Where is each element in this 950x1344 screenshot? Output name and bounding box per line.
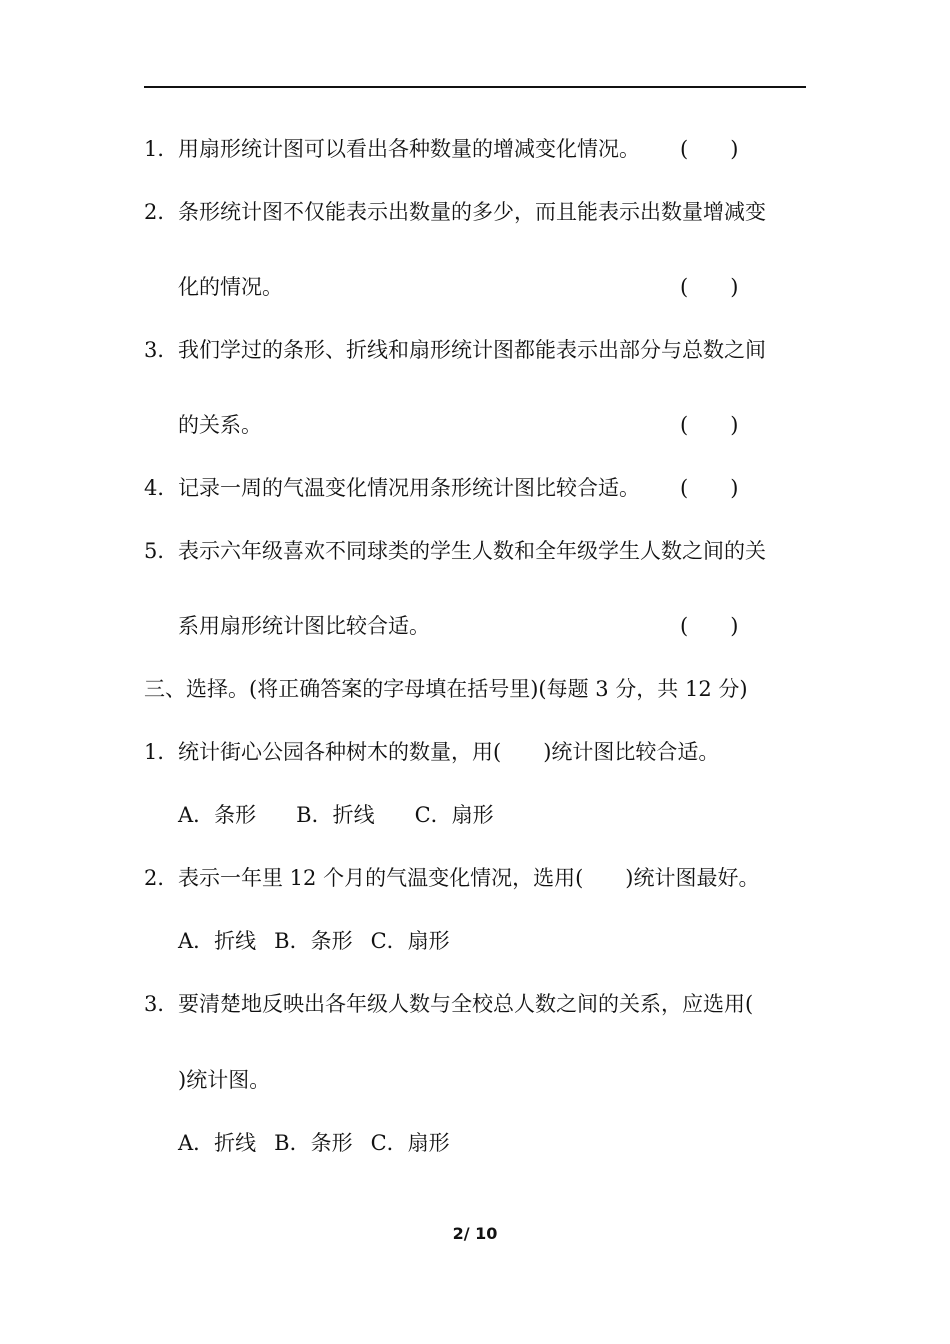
judge-item-5 — [144, 537, 766, 565]
choice-question-1 — [144, 738, 719, 766]
item-number: 2． — [144, 200, 179, 224]
option-b[interactable]: B．条形 — [274, 1131, 353, 1155]
choice-question-2 — [144, 864, 759, 892]
answer-parenthesis[interactable]: ( ) — [680, 275, 739, 299]
item-text: 我们学过的条形、折线和扇形统计图都能表示出部分与总数之间 — [178, 338, 766, 362]
options-row — [178, 927, 468, 955]
option-c[interactable]: C．扇形 — [370, 929, 450, 953]
choice-question-3 — [144, 990, 753, 1018]
item-number: 1． — [144, 740, 179, 764]
judge-item-4 — [144, 474, 640, 502]
answer-parenthesis[interactable]: ( ) — [680, 614, 739, 638]
option-a[interactable]: A．条形 — [178, 803, 257, 827]
item-number: 3． — [144, 338, 179, 362]
option-a[interactable]: A．折线 — [178, 929, 257, 953]
options-row — [178, 1129, 468, 1157]
answer-parenthesis[interactable]: ( ) — [680, 137, 739, 161]
judge-item-1 — [144, 135, 640, 163]
item-number: 3． — [144, 992, 179, 1016]
option-b[interactable]: B．折线 — [296, 803, 375, 827]
answer-parenthesis[interactable]: ( ) — [680, 476, 739, 500]
section-heading: 三、选择。(将正确答案的字母填在括号里)(每题 3 分，共 12 分) — [144, 677, 748, 701]
question-text: 要清楚地反映出各年级人数与全校总人数之间的关系，应选用( — [178, 992, 754, 1016]
judge-item-2 — [144, 198, 766, 226]
item-text: 用扇形统计图可以看出各种数量的增减变化情况。 — [178, 137, 640, 161]
options-row — [178, 801, 534, 829]
option-c[interactable]: C．扇形 — [370, 1131, 450, 1155]
item-continuation: 的关系。 — [178, 413, 262, 437]
item-number: 5． — [144, 539, 179, 563]
answer-parenthesis[interactable]: ( ) — [680, 413, 739, 437]
question-text: 表示一年里 12 个月的气温变化情况，选用( )统计图最好。 — [178, 866, 760, 890]
option-b[interactable]: B．条形 — [274, 929, 353, 953]
judge-item-3 — [144, 336, 766, 364]
question-text: 统计街心公园各种树木的数量，用( )统计图比较合适。 — [178, 740, 720, 764]
item-number: 2． — [144, 866, 179, 890]
item-text: 表示六年级喜欢不同球类的学生人数和全年级学生人数之间的关 — [178, 539, 766, 563]
page-number: 2/ 10 — [452, 1224, 498, 1243]
item-number: 4． — [144, 476, 179, 500]
option-c[interactable]: C．扇形 — [414, 803, 494, 827]
item-continuation: 系用扇形统计图比较合适。 — [178, 614, 430, 638]
item-text: 条形统计图不仅能表示出数量的多少，而且能表示出数量增减变 — [178, 200, 766, 224]
item-text: 记录一周的气温变化情况用条形统计图比较合适。 — [178, 476, 640, 500]
option-a[interactable]: A．折线 — [178, 1131, 257, 1155]
question-continuation: )统计图。 — [178, 1068, 271, 1092]
item-number: 1． — [144, 137, 179, 161]
header-rule — [144, 86, 806, 88]
item-continuation: 化的情况。 — [178, 275, 283, 299]
